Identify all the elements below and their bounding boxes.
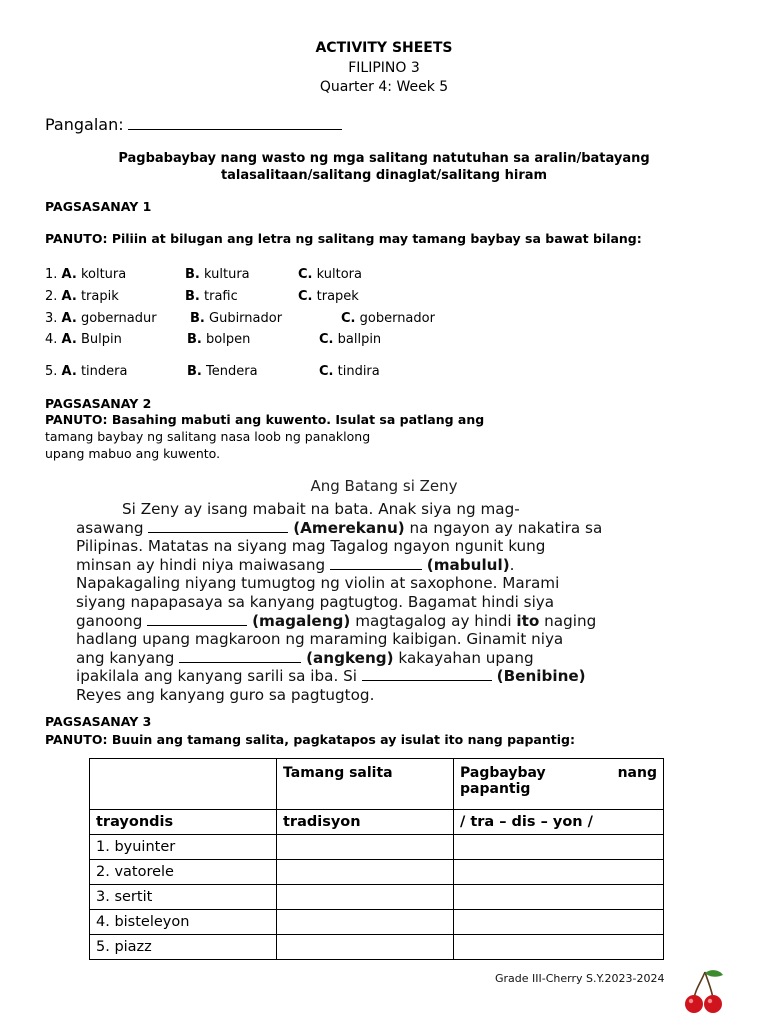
subject: FILIPINO 3	[348, 60, 420, 76]
choice-a[interactable]: A.	[61, 332, 77, 347]
panuto-label: PANUTO:	[45, 412, 108, 427]
choice-a-word[interactable]: trapik	[80, 289, 119, 304]
answer-cell[interactable]	[277, 860, 454, 885]
table-row: 3. sertit	[90, 885, 664, 910]
answer-cell[interactable]	[454, 860, 664, 885]
choice-a[interactable]: A.	[61, 267, 77, 282]
answer-blank-1[interactable]	[148, 519, 288, 533]
answer-cell[interactable]	[277, 885, 454, 910]
panuto-text: Piliin at bilugan ang letra ng salitang may tamang baybay sa bawat bilang:	[111, 231, 642, 246]
answer-cell[interactable]	[454, 835, 664, 860]
pagsasanay-3-instruction: PANUTO: Buuin ang tamang salita, pagkatapos ay isulat ito nang papantig:	[45, 732, 575, 747]
choice-c[interactable]: C. tindira	[319, 364, 380, 379]
answer-cell[interactable]	[277, 935, 454, 960]
choice-a-word[interactable]: Bulpin	[80, 332, 122, 347]
answer-cell[interactable]	[277, 910, 454, 935]
sheet-title: ACTIVITY SHEETS	[315, 40, 453, 56]
pagsasanay-2-instruction: PANUTO: Basahing mabuti ang kuwento. Isulat sa patlang ang tamang baybay ng salitang nasa loob ng panaklong upang mabuo ang kuwento.	[45, 412, 485, 461]
choice-c[interactable]: C. ballpin	[319, 332, 382, 347]
choice-item-1: 1. A. koltura B. kultura C. kultora	[45, 267, 362, 282]
topic-line-1: Pagbabaybay nang wasto ng mga salitang natutuhan sa aralin/batayang	[118, 151, 650, 166]
choice-a-word[interactable]: koltura	[80, 267, 127, 282]
choice-a-word[interactable]: tindera	[80, 364, 128, 379]
choice-c[interactable]: C. kultora	[298, 267, 362, 282]
table-row: 2. vatorele	[90, 860, 664, 885]
choice-a[interactable]: A.	[61, 311, 77, 326]
pagsasanay-2-heading: PAGSASANAY 2	[45, 396, 152, 411]
answer-cell[interactable]	[454, 910, 664, 935]
panuto-label: PANUTO:	[45, 231, 108, 246]
answer-cell[interactable]	[277, 835, 454, 860]
choice-b[interactable]: B. kultura	[185, 267, 250, 282]
answer-blank-5[interactable]	[362, 667, 492, 681]
choice-item-4: 4. A. Bulpin B. bolpen C. ballpin	[45, 332, 382, 347]
pagsasanay-1-instruction	[45, 231, 642, 246]
choice-c[interactable]: C. gobernador	[341, 311, 435, 326]
choice-a[interactable]: A.	[61, 364, 77, 379]
table-header-row	[90, 759, 664, 810]
panuto-label: PANUTO:	[45, 732, 108, 747]
answer-blank-3[interactable]	[147, 612, 247, 626]
choice-item-2: 2. A. trapik B. trafic C. trapek	[45, 289, 359, 304]
choice-a[interactable]: A.	[61, 289, 77, 304]
story-body: Si Zeny ay isang mabait na bata. Anak siya ng mag- asawang (Amerekanu) na ngayon ay nakatira sa Pilipinas. Matatas na siyang mag Tagalog ngayon ngunit kung minsan ay hindi niya maiwasang (mabulul). Napakagaling niyang tumugtog ng violin at saxophone. Marami siyang napapasaya sa kanyang pagtugtog. Bagamat hindi siya ganoong (magaleng) magtagalog ay hindi ito naging hadlang upang magkaroon ng maraming kaibigan. Ginamit niya ang kanyang (angkeng) kakayahan upang ipakilala ang kanyang sarili sa iba. Si (Benibine) Reyes ang kanyang guro sa pagtugtog.	[76, 500, 603, 704]
choice-c[interactable]: C. trapek	[298, 289, 359, 304]
choice-b[interactable]: B. Tendera	[187, 364, 258, 379]
syllable-table	[89, 758, 664, 960]
cherry-icon	[683, 968, 725, 1014]
choice-a-word[interactable]: gobernadur	[80, 311, 157, 326]
name-label: Pangalan:	[45, 115, 124, 134]
table-example-row: trayondis tradisyon / tra – dis – yon /	[90, 810, 664, 835]
pagsasanay-1-heading: PAGSASANAY 1	[45, 199, 152, 214]
choice-b[interactable]: B. bolpen	[187, 332, 251, 347]
col-header-tamang-salita: Tamang salita	[277, 759, 454, 810]
name-field	[45, 115, 342, 134]
answer-cell[interactable]	[454, 885, 664, 910]
choice-b[interactable]: B. trafic	[185, 289, 238, 304]
footer-text: Grade III-Cherry S.Y.2023-2024	[495, 972, 665, 985]
answer-cell[interactable]	[454, 935, 664, 960]
story-title: Ang Batang si Zeny	[310, 477, 458, 495]
choice-b[interactable]: B. Gubirnador	[190, 311, 283, 326]
choice-item-5: 5. A. tindera B. Tendera C. tindira	[45, 364, 380, 379]
choice-item-3: 3. A. gobernadur B. Gubirnador C. gobernador	[45, 311, 435, 326]
answer-blank-4[interactable]	[179, 649, 301, 663]
quarter-week: Quarter 4: Week 5	[319, 79, 449, 95]
name-blank[interactable]	[128, 115, 342, 130]
topic	[100, 150, 668, 184]
answer-blank-2[interactable]	[330, 556, 422, 570]
table-row: 4. bisteleyon	[90, 910, 664, 935]
table-row: 5. piazz	[90, 935, 664, 960]
table-row: 1. byuinter	[90, 835, 664, 860]
pagsasanay-3-heading: PAGSASANAY 3	[45, 714, 152, 729]
col-header-pagbaybay: Pagbaybay nang papantig	[454, 759, 664, 810]
topic-line-2: talasalitaan/salitang dinaglat/salitang hiram	[220, 168, 548, 183]
